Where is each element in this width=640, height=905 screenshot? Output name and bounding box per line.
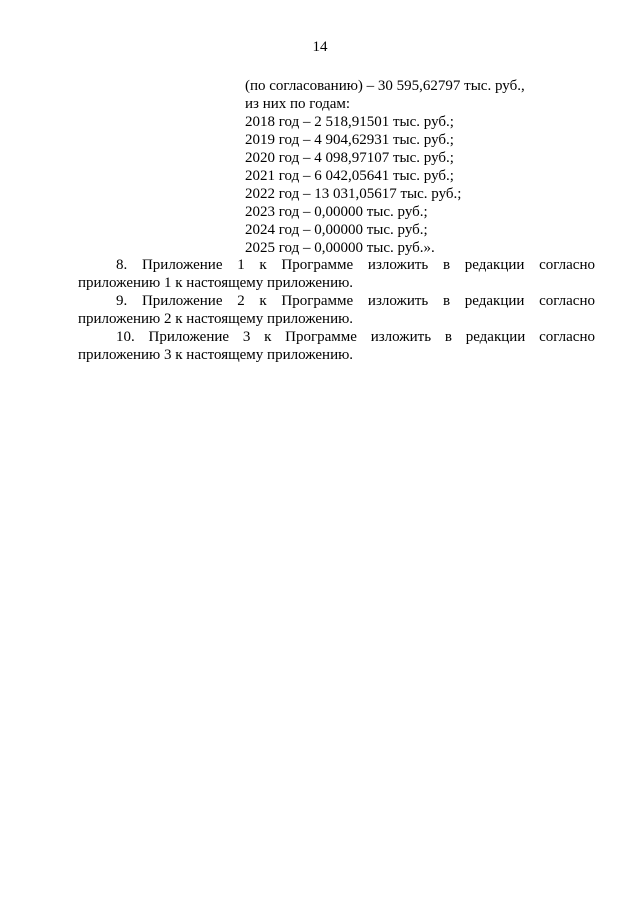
funding-year-2022: 2022 год – 13 031,05617 тыс. руб.;: [245, 186, 462, 202]
funding-year-2018: 2018 год – 2 518,91501 тыс. руб.;: [245, 114, 454, 130]
page-number: 14: [312, 39, 328, 55]
funding-year-2021: 2021 год – 6 042,05641 тыс. руб.;: [245, 168, 454, 184]
amendment-item-continuation: приложению 3 к настоящему приложению.: [78, 347, 354, 363]
funding-block: [245, 77, 605, 257]
amendment-item-first-line: 10. Приложение 3 к Программе изложить в редакции согласно: [116, 329, 595, 345]
amendment-item-first-line: 8. Приложение 1 к Программе изложить в редакции согласно: [116, 257, 595, 273]
amendment-item-continuation: приложению 1 к настоящему приложению.: [78, 275, 354, 291]
funding-total-line: (по согласованию) – 30 595,62797 тыс. руб.,: [245, 78, 525, 94]
amendment-items: [78, 256, 595, 364]
funding-by-years-label: из них по годам:: [245, 96, 351, 112]
amendment-item-8: [78, 256, 595, 292]
funding-year-2025: 2025 год – 0,00000 тыс. руб.».: [245, 240, 435, 256]
amendment-item-first-line: 9. Приложение 2 к Программе изложить в редакции согласно: [116, 293, 595, 309]
funding-year-2023: 2023 год – 0,00000 тыс. руб.;: [245, 204, 428, 220]
amendment-item-9: [78, 292, 595, 328]
amendment-item-continuation: приложению 2 к настоящему приложению.: [78, 311, 354, 327]
funding-year-2024: 2024 год – 0,00000 тыс. руб.;: [245, 222, 428, 238]
funding-year-2020: 2020 год – 4 098,97107 тыс. руб.;: [245, 150, 454, 166]
amendment-item-10: [78, 328, 595, 364]
funding-year-2019: 2019 год – 4 904,62931 тыс. руб.;: [245, 132, 454, 148]
